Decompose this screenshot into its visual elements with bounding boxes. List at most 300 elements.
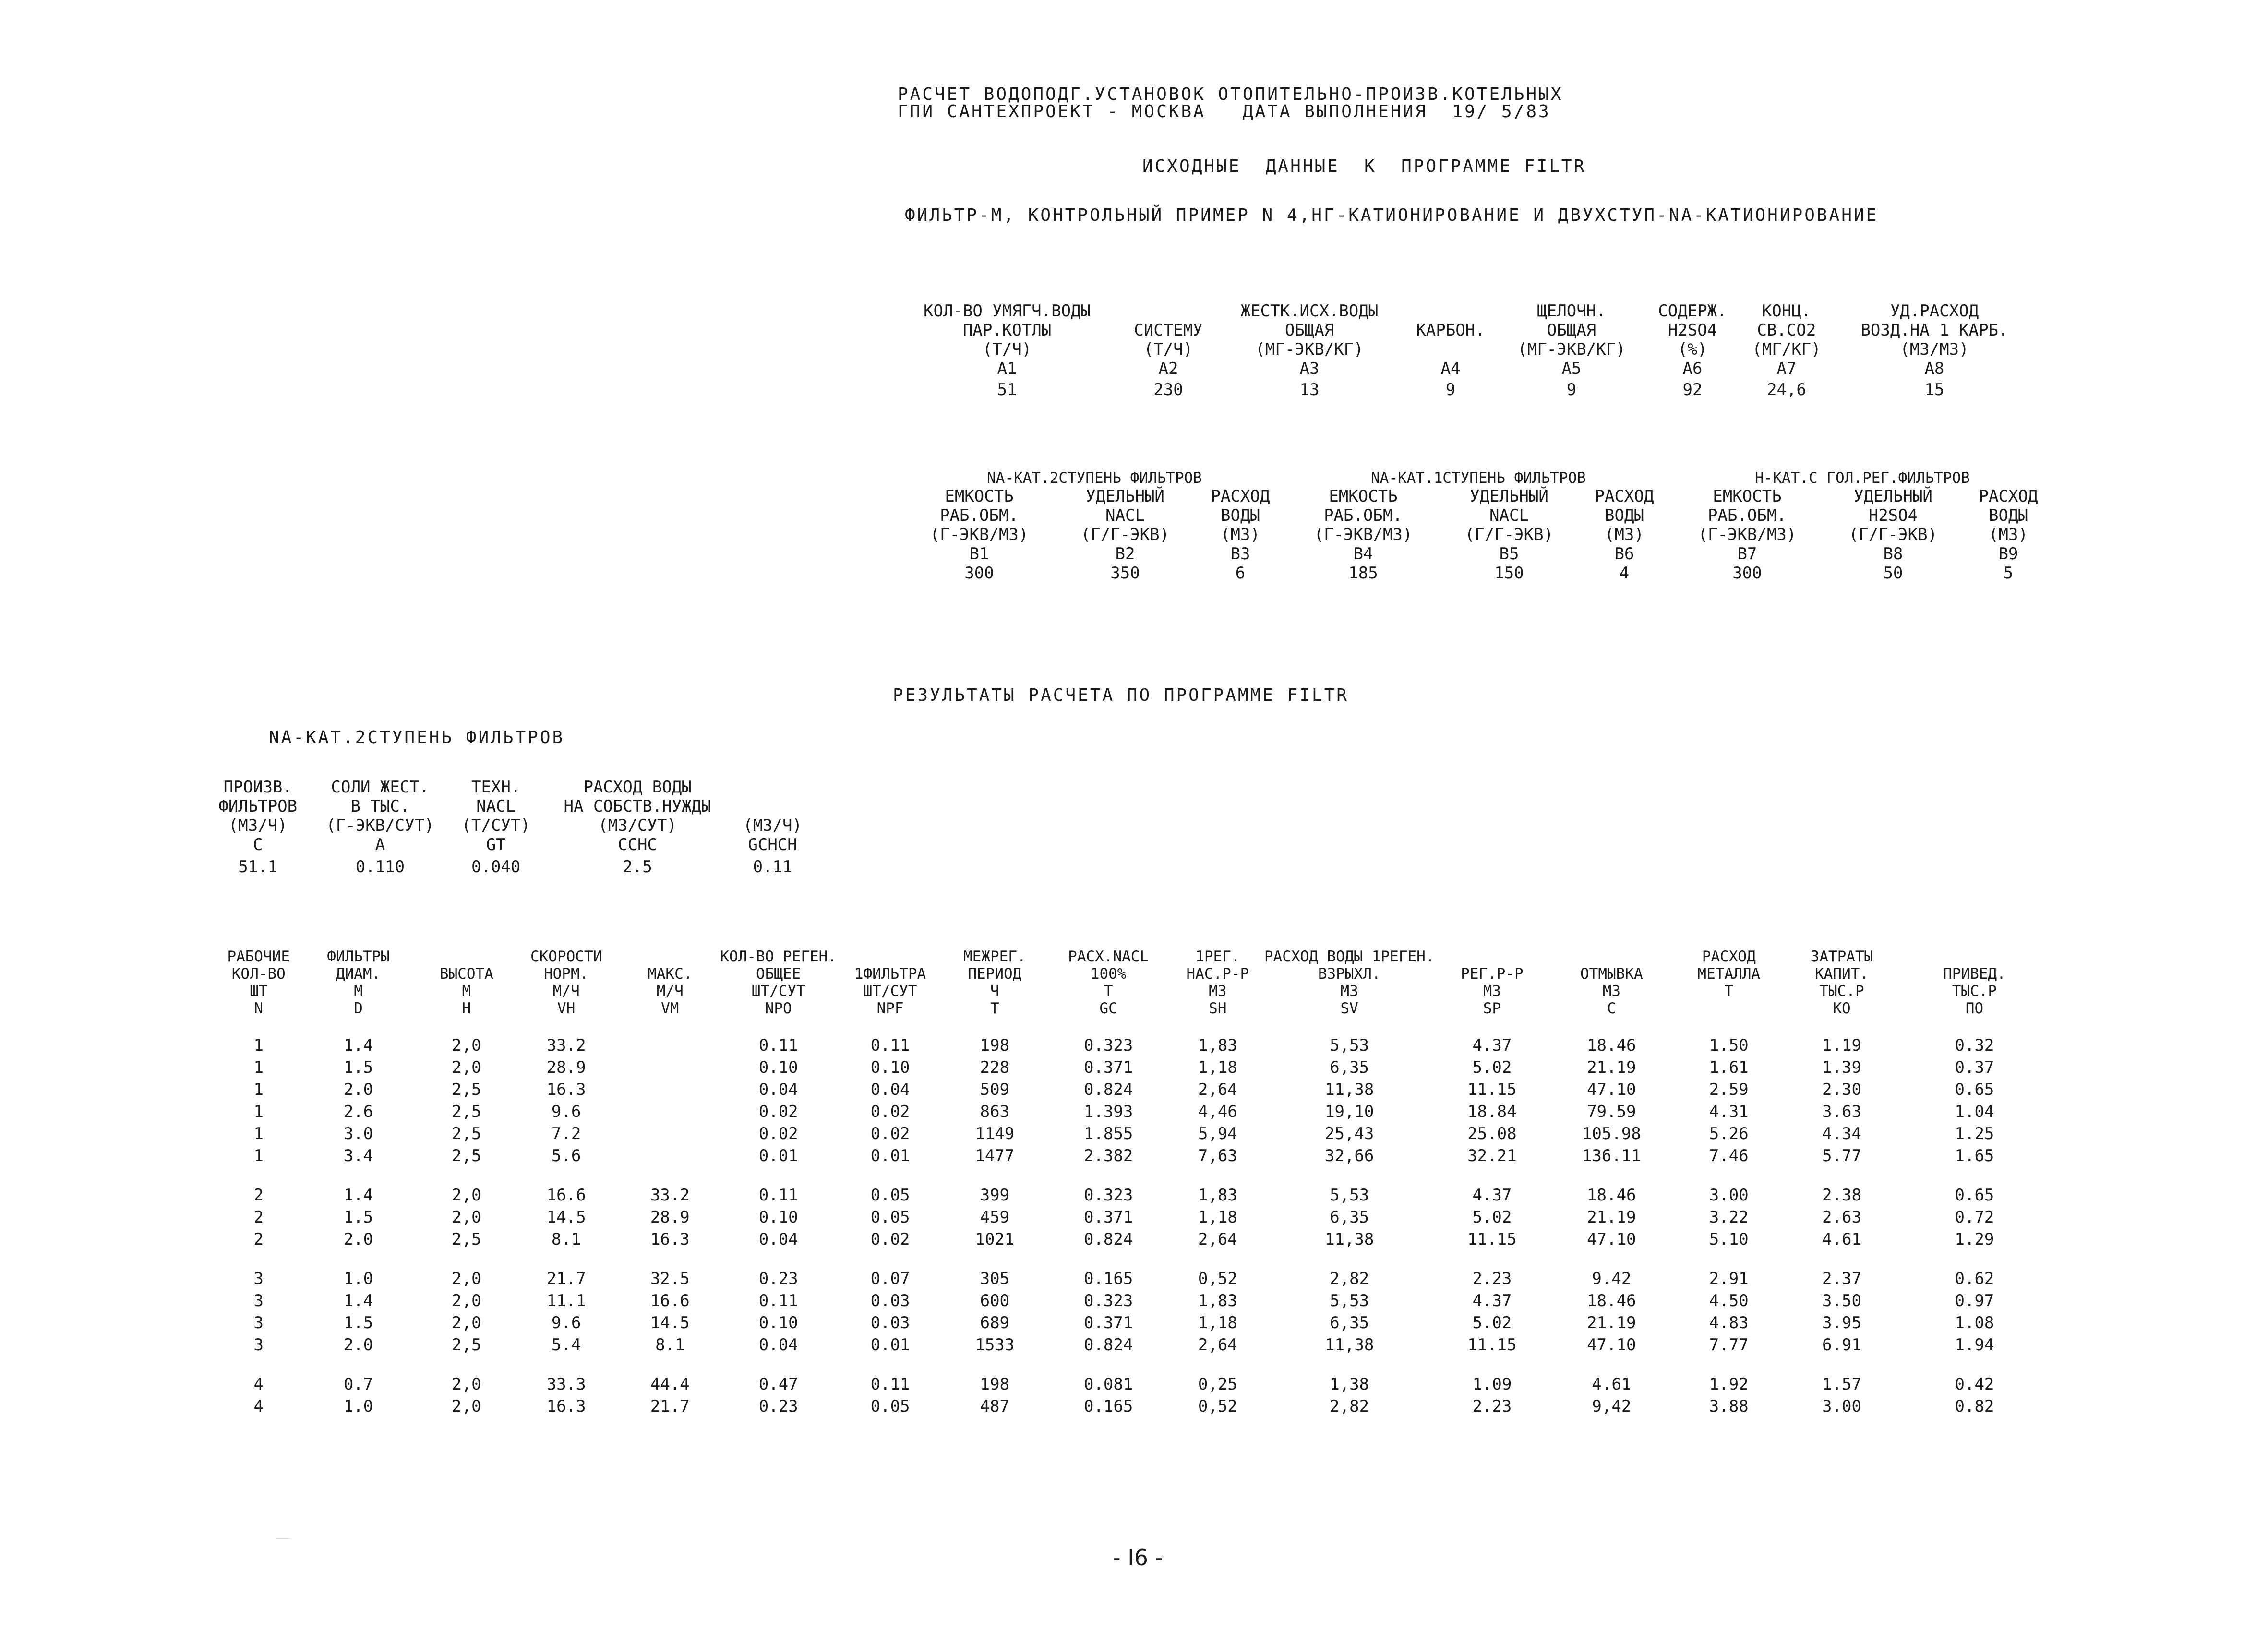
- results-header-row4: [221, 1000, 2050, 1017]
- table-cell: 0.11: [870, 1036, 910, 1055]
- table-cell: 1.92: [1709, 1375, 1749, 1394]
- table-cell: 4.37: [1472, 1036, 1512, 1055]
- table-cell: 2.0: [343, 1335, 373, 1355]
- table-cell: 2,64: [1198, 1230, 1237, 1249]
- input-a-row-code: [893, 359, 2035, 380]
- input-b-row-h2: [902, 506, 2054, 525]
- table-cell: 0.371: [1083, 1058, 1133, 1077]
- table-cell: 21.7: [546, 1269, 586, 1288]
- table-cell: 2: [253, 1186, 264, 1205]
- header-org-line: ГПИ САНТЕХПРОЕКТ - МОСКВА ДАТА ВЫПОЛНЕНИЯ 19/ 5/83: [898, 102, 1551, 121]
- table-cell: 0.04: [758, 1080, 798, 1099]
- input-header-cell: NACL: [1489, 506, 1529, 525]
- input-header-cell: ВОДЫ: [1604, 506, 1644, 525]
- input-a-row-h1: [893, 301, 2035, 321]
- table-cell: 25.08: [1467, 1124, 1517, 1143]
- table-row: [221, 1228, 2050, 1250]
- input-header-cell: (М3): [1221, 525, 1260, 544]
- table-cell: 1.04: [1955, 1102, 1994, 1121]
- table-cell: 2,5: [452, 1335, 481, 1355]
- results-header-cell: МЕТАЛЛА: [1697, 965, 1761, 983]
- table-cell: 2,0: [452, 1397, 481, 1416]
- table-cell: 1533: [975, 1335, 1015, 1355]
- results-header-cell: ПЕРИОД: [968, 965, 1022, 983]
- results-header-cell: РЕГ.Р-Р: [1461, 965, 1524, 983]
- table-cell: 7.46: [1709, 1146, 1749, 1165]
- table-row: [221, 1123, 2050, 1145]
- results-header-cell: VН: [557, 1000, 576, 1017]
- input-header-cell: РАБ.ОБМ.: [1324, 506, 1403, 525]
- table-row: [221, 1145, 2050, 1167]
- input-b-row-code: [902, 544, 2054, 564]
- input-header-cell: NACL: [1105, 506, 1145, 525]
- input-a-row-value: [893, 380, 2035, 426]
- results-header-cell: КО: [1833, 1000, 1851, 1017]
- summary-row-h1: [206, 778, 811, 797]
- table-row: [221, 1268, 2050, 1290]
- table-cell: 33.2: [650, 1186, 690, 1205]
- input-code: В8: [1883, 544, 1903, 564]
- table-cell: 11,38: [1325, 1335, 1374, 1355]
- table-cell: 16.3: [650, 1230, 690, 1249]
- summary-value: 51.1: [238, 857, 278, 876]
- table-row: [221, 1373, 2050, 1395]
- table-cell: 2.382: [1083, 1146, 1133, 1165]
- table-cell: 5,53: [1330, 1186, 1369, 1205]
- table-cell: 9.6: [551, 1313, 581, 1332]
- results-header-cell: СКОРОСТИ: [530, 948, 602, 965]
- results-header-cell: SV: [1340, 1000, 1358, 1017]
- table-cell: 2,0: [452, 1313, 481, 1332]
- table-cell: 2.23: [1472, 1269, 1512, 1288]
- table-cell: 0.10: [758, 1058, 798, 1077]
- table-cell: 19,10: [1325, 1102, 1374, 1121]
- table-cell: 0.10: [870, 1058, 910, 1077]
- table-cell: 1: [253, 1036, 264, 1055]
- table-cell: 0.371: [1083, 1208, 1133, 1227]
- table-cell: 0.65: [1955, 1186, 1994, 1205]
- table-cell: 3.63: [1822, 1102, 1861, 1121]
- results-header-cell: РАСХ.NACL: [1068, 948, 1149, 965]
- input-code: В7: [1737, 544, 1757, 564]
- table-cell: 21.19: [1587, 1313, 1636, 1332]
- results-header-cell: М: [462, 983, 471, 1000]
- input-header-cell: (МГ/КГ): [1752, 340, 1821, 359]
- table-cell: 0,52: [1198, 1397, 1237, 1416]
- table-cell: 7,63: [1198, 1146, 1237, 1165]
- table-cell: 0,52: [1198, 1269, 1237, 1288]
- table-cell: 4.31: [1709, 1102, 1749, 1121]
- input-table-a: [893, 301, 2035, 426]
- results-header-cell: Т: [1724, 983, 1734, 1000]
- results-header-cell: М/Ч: [656, 983, 684, 1000]
- table-cell: 44.4: [650, 1375, 690, 1394]
- table-cell: 5.26: [1709, 1124, 1749, 1143]
- results-header-cell: ВЗРЫХЛ.: [1318, 965, 1381, 983]
- results-header-cell: РАСХОД ВОДЫ 1РЕГЕН.: [1264, 948, 1435, 965]
- input-value: 9: [1566, 380, 1577, 399]
- table-row: [221, 1312, 2050, 1334]
- table-cell: 0.01: [870, 1335, 910, 1355]
- summary-header-cell: НА СОБСТВ.НУЖДЫ: [564, 797, 711, 816]
- table-cell: 3.22: [1709, 1208, 1749, 1227]
- table-cell: 0.824: [1083, 1335, 1133, 1355]
- table-cell: 79.59: [1587, 1102, 1636, 1121]
- table-cell: [620, 1123, 720, 1145]
- input-header-cell: (М3): [1604, 525, 1644, 544]
- results-header-cell: Ч: [990, 983, 999, 1000]
- table-cell: 0.23: [758, 1269, 798, 1288]
- summary-value: 2.5: [623, 857, 652, 876]
- results-header-cell: [1549, 948, 1673, 965]
- results-header-cell: [837, 948, 944, 965]
- table-cell: 600: [980, 1291, 1010, 1310]
- table-cell: 5.02: [1472, 1313, 1512, 1332]
- input-code: А2: [1158, 359, 1178, 378]
- input-header-cell: ПАР.КОТЛЫ: [962, 321, 1052, 340]
- page-number: - I6 -: [1113, 1545, 1164, 1571]
- results-header-row2: [221, 965, 2050, 983]
- table-cell: 2,0: [452, 1269, 481, 1288]
- summary-header-cell: (Г-ЭКВ/СУТ): [326, 816, 434, 835]
- table-cell: 11.15: [1467, 1080, 1517, 1099]
- table-cell: 5.10: [1709, 1230, 1749, 1249]
- input-header-cell: ЕМКОСТЬ: [1713, 487, 1782, 506]
- table-cell: 5.02: [1472, 1208, 1512, 1227]
- table-cell: 1: [253, 1124, 264, 1143]
- table-cell: 1,18: [1198, 1208, 1237, 1227]
- table-cell: 9.42: [1592, 1269, 1632, 1288]
- results-header-cell: 1ФИЛЬТРА: [854, 965, 926, 983]
- table-cell: 8.1: [655, 1335, 685, 1355]
- input-value: 150: [1494, 564, 1524, 583]
- table-cell: 3: [253, 1291, 264, 1310]
- table-cell: 21.19: [1587, 1058, 1636, 1077]
- table-cell: 2,0: [452, 1208, 481, 1227]
- table-cell: 5,94: [1198, 1124, 1237, 1143]
- table-cell: 0.02: [870, 1124, 910, 1143]
- table-cell: 0.01: [758, 1146, 798, 1165]
- results-header-cell: NРО: [765, 1000, 792, 1017]
- summary-header-cell: (М3/Ч): [228, 816, 288, 835]
- table-cell: 1.4: [343, 1186, 373, 1205]
- table-cell: 0.11: [870, 1375, 910, 1394]
- results-header-cell: ПРИВЕД.: [1943, 965, 2006, 983]
- table-cell: 4.61: [1822, 1230, 1861, 1249]
- table-cell: 0.37: [1955, 1058, 1994, 1077]
- table-cell: 16.6: [546, 1186, 586, 1205]
- input-code: А3: [1299, 359, 1320, 378]
- table-cell: 2.63: [1822, 1208, 1861, 1227]
- table-cell: 0.323: [1083, 1186, 1133, 1205]
- table-cell: 32.21: [1467, 1146, 1517, 1165]
- results-header-cell: [420, 948, 513, 965]
- table-cell: 0.11: [758, 1036, 798, 1055]
- table-cell: 105.98: [1582, 1124, 1641, 1143]
- group-spacer: [221, 1250, 2050, 1268]
- table-cell: 2,0: [452, 1036, 481, 1055]
- table-cell: 0.02: [870, 1230, 910, 1249]
- input-code: В1: [969, 544, 989, 564]
- table-cell: 0.03: [870, 1291, 910, 1310]
- table-cell: 0.62: [1955, 1269, 1994, 1288]
- table-cell: 0.081: [1083, 1375, 1133, 1394]
- results-header-cell: ТЫС.Р: [1952, 983, 1997, 1000]
- table-cell: 1,83: [1198, 1291, 1237, 1310]
- table-cell: 2,0: [452, 1375, 481, 1394]
- table-cell: 28.9: [546, 1058, 586, 1077]
- table-cell: 1,18: [1198, 1058, 1237, 1077]
- input-code: В4: [1353, 544, 1373, 564]
- results-header-cell: SР: [1483, 1000, 1501, 1017]
- table-cell: 0.97: [1955, 1291, 1994, 1310]
- table-cell: 11.15: [1467, 1335, 1517, 1355]
- input-header-cell: РАБ.ОБМ.: [940, 506, 1019, 525]
- input-value: 4: [1619, 564, 1630, 583]
- table-cell: 32,66: [1325, 1146, 1374, 1165]
- input-header-cell: (МГ-ЭКВ/КГ): [1255, 340, 1364, 359]
- table-cell: 1021: [975, 1230, 1015, 1249]
- results-header-cell: [1673, 1000, 1784, 1017]
- table-cell: 0.10: [758, 1208, 798, 1227]
- input-header-cell: (Т/Ч): [982, 340, 1032, 359]
- input-header-cell: [1404, 301, 1498, 321]
- table-cell: 3: [253, 1269, 264, 1288]
- results-header-cell: ШТ/СУТ: [751, 983, 805, 1000]
- table-row: [221, 1395, 2050, 1417]
- table-cell: 4: [253, 1375, 264, 1394]
- table-cell: 0.11: [758, 1291, 798, 1310]
- results-header-cell: 1РЕГ.: [1195, 948, 1240, 965]
- table-cell: 9,42: [1592, 1397, 1632, 1416]
- input-header-cell: УД.РАСХОД: [1890, 301, 1979, 321]
- input-value: 13: [1299, 380, 1320, 399]
- table-cell: 4.50: [1709, 1291, 1749, 1310]
- results-title: РЕЗУЛЬТАТЫ РАСЧЕТА ПО ПРОГРАММЕ FILTR: [893, 685, 1349, 705]
- table-cell: 21.19: [1587, 1208, 1636, 1227]
- input-a-row-h3: [893, 340, 2035, 359]
- table-cell: 689: [980, 1313, 1010, 1332]
- table-cell: 3.4: [343, 1146, 373, 1165]
- table-cell: 0.07: [870, 1269, 910, 1288]
- input-table-b: [902, 469, 2054, 610]
- table-cell: 0.323: [1083, 1036, 1133, 1055]
- input-value: 5: [2003, 564, 2014, 583]
- summary-header-cell: ТЕХН.: [471, 778, 521, 797]
- table-cell: 47.10: [1587, 1080, 1636, 1099]
- table-cell: 0.47: [758, 1375, 798, 1394]
- input-code: А7: [1776, 359, 1797, 378]
- table-row: [221, 1206, 2050, 1228]
- table-cell: 6,35: [1330, 1208, 1369, 1227]
- summary-header-cell: ПРОИЗВ.: [223, 778, 292, 797]
- results-header-cell: М3: [1340, 983, 1358, 1000]
- results-table: [221, 948, 2050, 1417]
- input-header-cell: СВ.СО2: [1757, 321, 1816, 340]
- table-cell: 2.23: [1472, 1397, 1512, 1416]
- results-header-cell: VМ: [661, 1000, 679, 1017]
- table-cell: 47.10: [1587, 1335, 1636, 1355]
- results-header-cell: [1434, 948, 1549, 965]
- table-cell: 18.46: [1587, 1036, 1636, 1055]
- summary-code: С: [252, 835, 263, 854]
- input-b-row-h1: [902, 487, 2054, 506]
- table-cell: 8.1: [551, 1230, 581, 1249]
- results-header-cell: НАС.Р-Р: [1186, 965, 1249, 983]
- table-cell: 0.165: [1083, 1269, 1133, 1288]
- input-header-cell: ВОДЫ: [1221, 506, 1260, 525]
- results-header-cell: М/Ч: [552, 983, 580, 1000]
- summary-code: GСНСН: [748, 835, 797, 854]
- input-a-row-h2: [893, 321, 2035, 340]
- results-header-cell: ТЫС.Р: [1819, 983, 1864, 1000]
- table-cell: 0.05: [870, 1208, 910, 1227]
- table-cell: 18.46: [1587, 1291, 1636, 1310]
- input-b-group-title: NA-КАТ.2СТУПЕНЬ ФИЛЬТРОВ: [987, 469, 1202, 487]
- input-value: 9: [1445, 380, 1456, 399]
- input-value: 15: [1924, 380, 1944, 399]
- table-cell: 0.824: [1083, 1230, 1133, 1249]
- table-cell: 1.39: [1822, 1058, 1861, 1077]
- table-cell: 4.83: [1709, 1313, 1749, 1332]
- table-cell: 2,64: [1198, 1335, 1237, 1355]
- table-cell: 198: [980, 1375, 1010, 1394]
- results-header-cell: Н: [462, 1000, 471, 1017]
- table-cell: 1.57: [1822, 1375, 1861, 1394]
- table-cell: [620, 1034, 720, 1056]
- results-header-cell: ШТ/СУТ: [863, 983, 917, 1000]
- results-header-cell: [620, 948, 720, 965]
- summary-header-cell: В ТЫС.: [350, 797, 410, 816]
- table-cell: 0.72: [1955, 1208, 1994, 1227]
- input-header-cell: (Г/Г-ЭКВ): [1464, 525, 1554, 544]
- input-code: А6: [1682, 359, 1703, 378]
- table-cell: 1,38: [1330, 1375, 1369, 1394]
- input-code: В6: [1614, 544, 1634, 564]
- summary-header-cell: (Т/СУТ): [461, 816, 530, 835]
- summary-row-h3: [206, 816, 811, 835]
- table-cell: 4: [253, 1397, 264, 1416]
- table-cell: 1.5: [343, 1208, 373, 1227]
- input-header-cell: СОДЕРЖ.: [1658, 301, 1727, 321]
- table-row: [221, 1056, 2050, 1079]
- table-cell: 4.34: [1822, 1124, 1861, 1143]
- table-cell: 1.5: [343, 1313, 373, 1332]
- results-header-cell: ЗАТРАТЫ: [1810, 948, 1873, 965]
- input-b-group-title: Н-КАТ.С ГОЛ.РЕГ.ФИЛЬТРОВ: [1755, 469, 1970, 487]
- table-cell: 1: [253, 1102, 264, 1121]
- input-value: 185: [1348, 564, 1378, 583]
- input-header-cell: (%): [1678, 340, 1707, 359]
- table-cell: 18.46: [1587, 1186, 1636, 1205]
- input-header-cell: РАСХОД: [1979, 487, 2038, 506]
- table-cell: 5.6: [551, 1146, 581, 1165]
- table-cell: 18.84: [1467, 1102, 1517, 1121]
- results-header-cell: КОЛ-ВО: [231, 965, 286, 983]
- input-header-cell: ОБЩАЯ: [1284, 321, 1334, 340]
- table-cell: 2,0: [452, 1058, 481, 1077]
- results-header-cell: 100%: [1090, 965, 1127, 983]
- input-header-cell: (Г/Г-ЭКВ): [1080, 525, 1170, 544]
- results-header-cell: ПО: [1965, 1000, 1984, 1017]
- table-cell: 16.3: [546, 1397, 586, 1416]
- input-code: В2: [1115, 544, 1135, 564]
- table-cell: 7.77: [1709, 1335, 1749, 1355]
- input-header-cell: (Г-ЭКВ/М3): [1314, 525, 1413, 544]
- table-cell: 3: [253, 1335, 264, 1355]
- results-header-cell: М3: [1483, 983, 1501, 1000]
- table-cell: 1.4: [343, 1036, 373, 1055]
- table-cell: 1477: [975, 1146, 1015, 1165]
- table-cell: 1.19: [1822, 1036, 1861, 1055]
- table-cell: 509: [980, 1080, 1010, 1099]
- table-cell: 1.4: [343, 1291, 373, 1310]
- results-header-cell: D: [354, 1000, 363, 1017]
- input-code: В9: [1998, 544, 2018, 564]
- input-header-cell: КОНЦ.: [1762, 301, 1812, 321]
- input-code: А5: [1561, 359, 1582, 378]
- input-header-cell: РАСХОД: [1595, 487, 1654, 506]
- group-spacer: [221, 1017, 2050, 1034]
- results-header-cell: [1899, 948, 2050, 965]
- group-spacer-cell: [221, 1167, 2050, 1184]
- results-header-row3: [221, 983, 2050, 1000]
- results-header-cell: ОТМЫВКА: [1580, 965, 1643, 983]
- results-header-row1: [221, 948, 2050, 965]
- input-code: В5: [1499, 544, 1519, 564]
- group-spacer-cell: [221, 1017, 2050, 1034]
- results-header-cell: ВЫСОТА: [439, 965, 493, 983]
- table-cell: 3.00: [1709, 1186, 1749, 1205]
- table-cell: 1: [253, 1058, 264, 1077]
- input-header-cell: ЖЕСТК.ИСХ.ВОДЫ: [1240, 301, 1379, 321]
- input-header-cell: H2SO4: [1668, 321, 1717, 340]
- summary-value: 0.110: [355, 857, 405, 876]
- summary-row-h2: [206, 797, 811, 816]
- results-header-cell: МЕЖРЕГ.: [963, 948, 1026, 965]
- table-cell: 0.04: [758, 1230, 798, 1249]
- table-cell: 1.94: [1955, 1335, 1994, 1355]
- results-header-cell: М3: [1602, 983, 1621, 1000]
- table-cell: 21.7: [650, 1397, 690, 1416]
- table-cell: 14.5: [546, 1208, 586, 1227]
- results-header-cell: N: [254, 1000, 264, 1017]
- summary-code: А: [375, 835, 385, 854]
- input-header-cell: (Т/Ч): [1143, 340, 1193, 359]
- table-cell: 2,82: [1330, 1269, 1369, 1288]
- table-cell: 9.6: [551, 1102, 581, 1121]
- table-cell: 136.11: [1582, 1146, 1641, 1165]
- summary-header-cell: [734, 797, 811, 816]
- table-cell: 2.59: [1709, 1080, 1749, 1099]
- table-cell: 1.0: [343, 1269, 373, 1288]
- summary-code: ССНС: [618, 835, 657, 854]
- input-header-cell: ЕМКОСТЬ: [1329, 487, 1398, 506]
- results-header-cell: SН: [1209, 1000, 1227, 1017]
- results-header-cell: Т: [1104, 983, 1113, 1000]
- results-header-cell: ОБЩЕЕ: [756, 965, 801, 983]
- table-cell: 2.37: [1822, 1269, 1861, 1288]
- table-cell: 4.61: [1592, 1375, 1632, 1394]
- input-header-cell: ОБЩАЯ: [1547, 321, 1596, 340]
- input-data-heading: ИСХОДНЫЕ ДАННЫЕ К ПРОГРАММЕ FILTR: [1142, 156, 1586, 176]
- summary-header-cell: [734, 778, 811, 797]
- results-header-cell: GС: [1099, 1000, 1117, 1017]
- results-header-cell: Т: [990, 1000, 999, 1017]
- table-cell: 1: [253, 1080, 264, 1099]
- table-cell: 2,5: [452, 1102, 481, 1121]
- table-cell: 2,5: [452, 1124, 481, 1143]
